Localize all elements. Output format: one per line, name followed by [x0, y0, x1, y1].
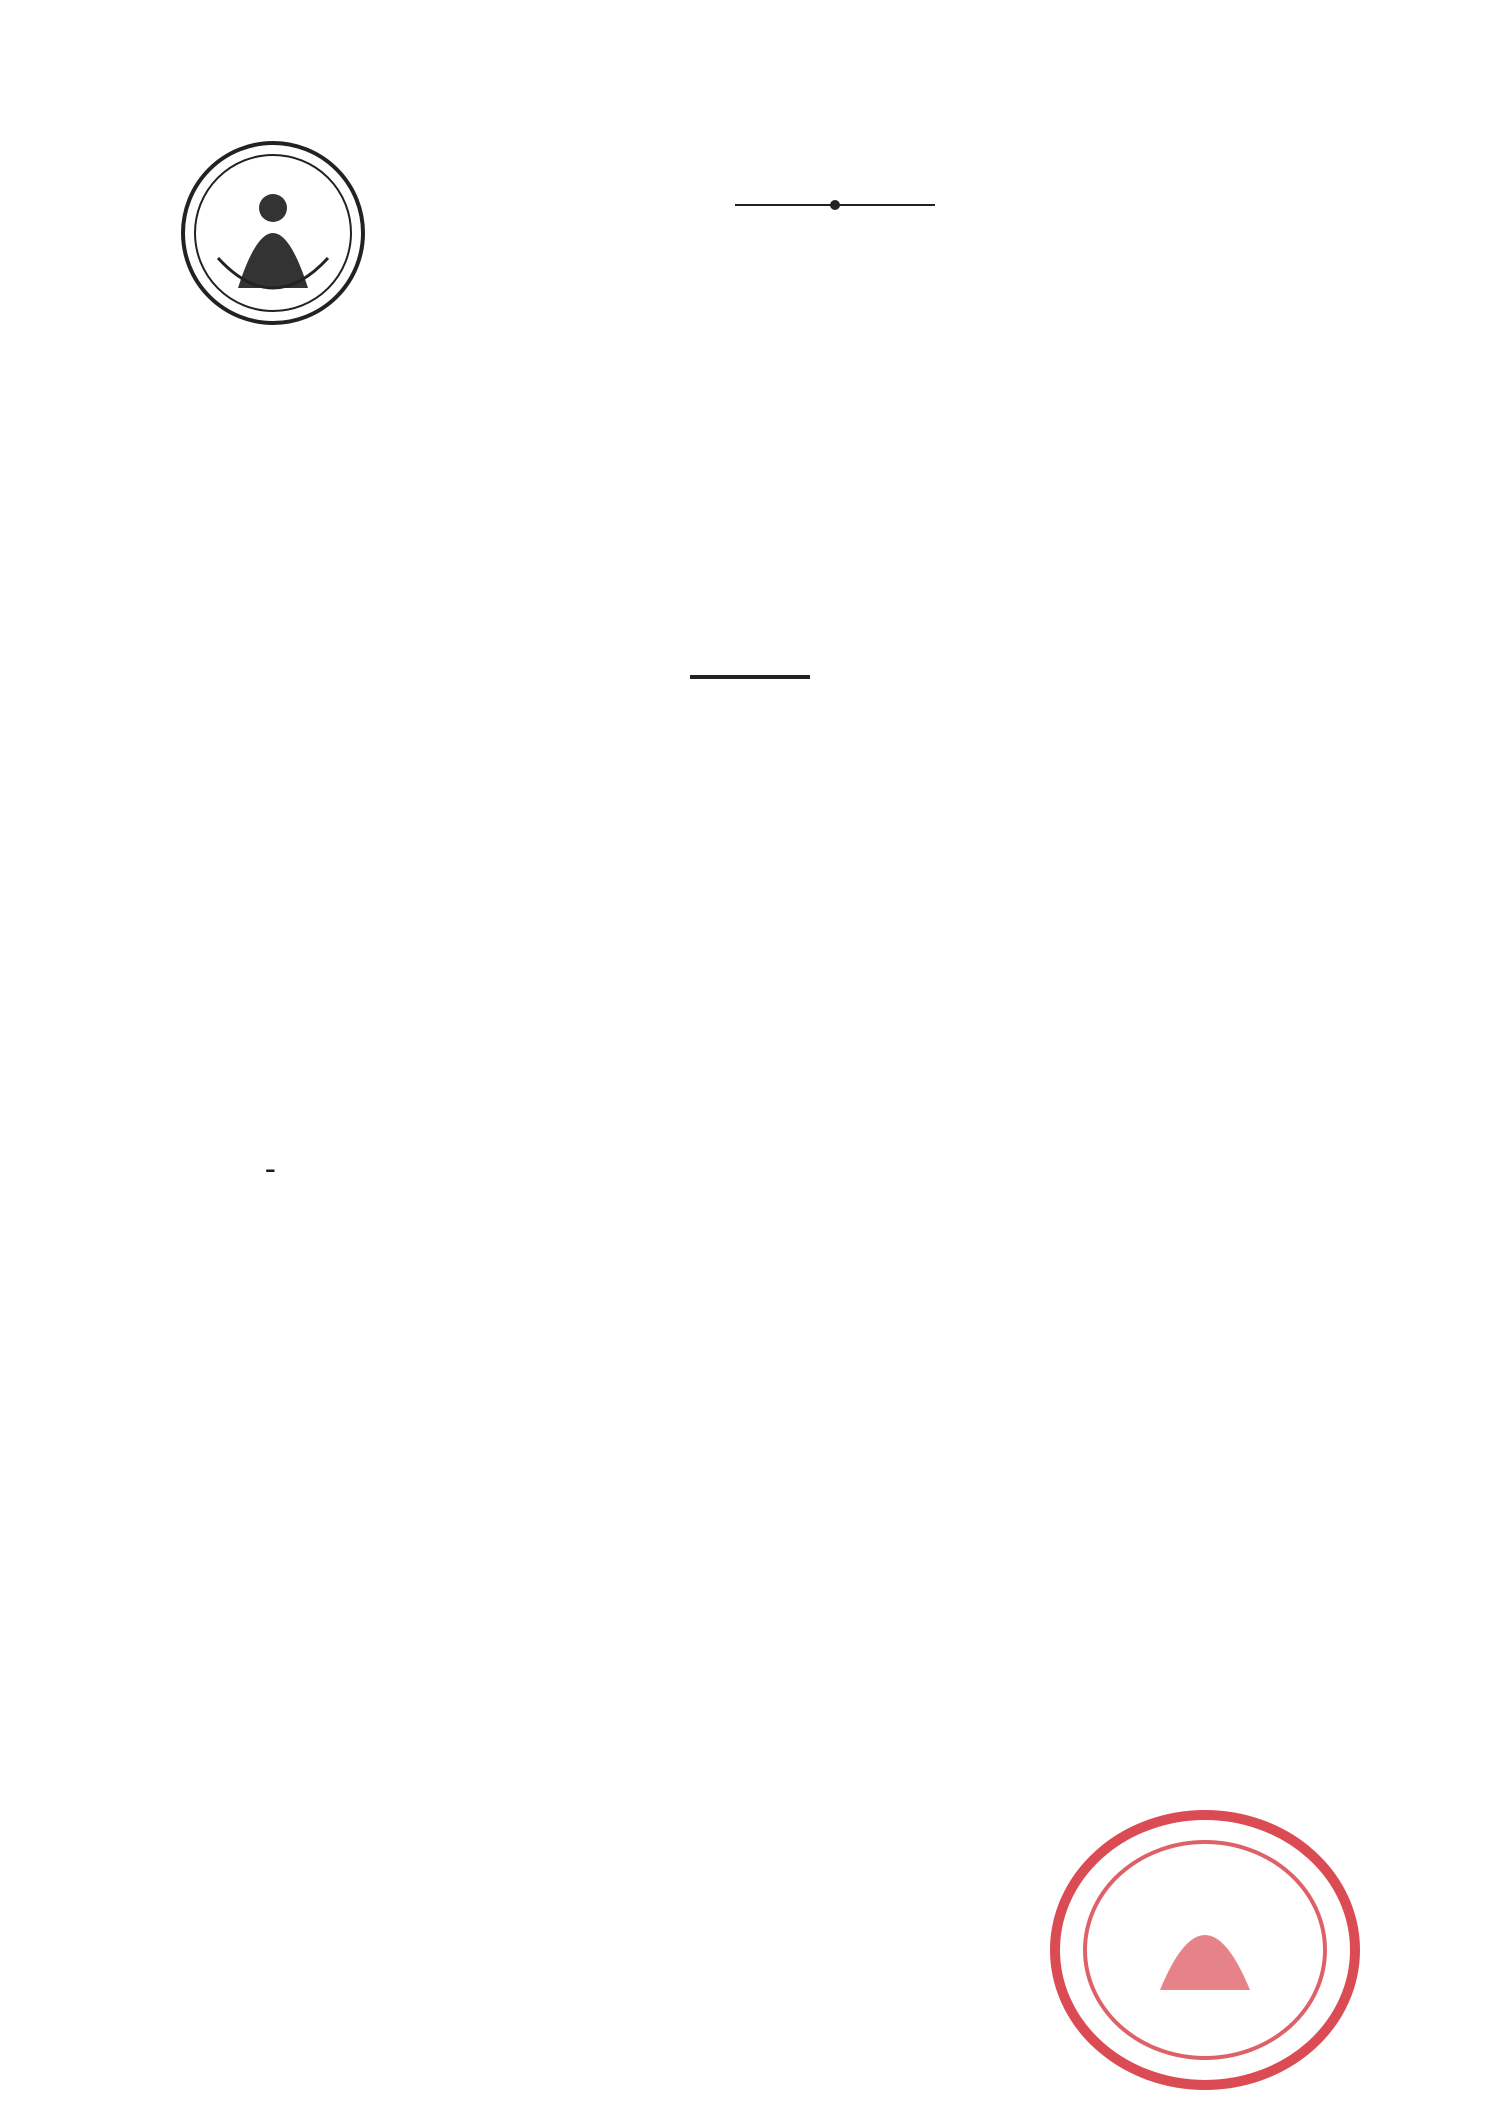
royal-emblem-seal [178, 138, 368, 328]
title-rule [690, 675, 810, 679]
ornament-divider [735, 198, 935, 212]
official-red-stamp [1040, 1800, 1370, 2100]
